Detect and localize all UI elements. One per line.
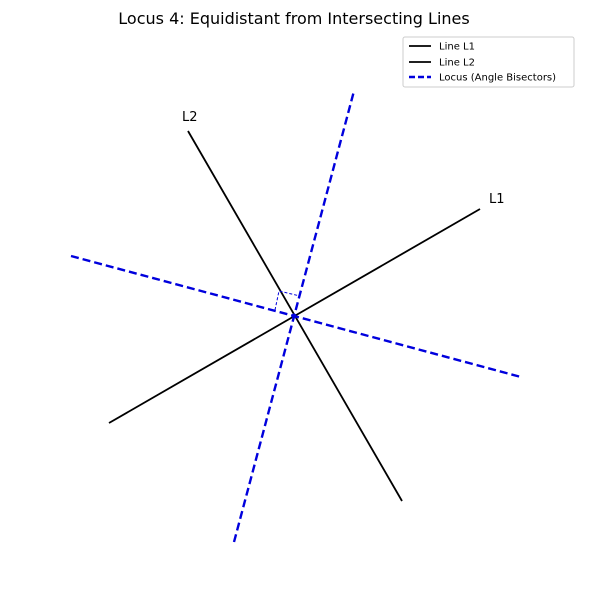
legend <box>403 37 574 87</box>
diagram-title: Locus 4: Equidistant from Intersecting Lines <box>118 9 470 28</box>
line-l2-label: L2 <box>182 110 198 125</box>
line-l1-label: L1 <box>489 192 505 207</box>
legend-label-locus: Locus (Angle Bisectors) <box>439 72 557 84</box>
legend-label-line-l1: Line L1 <box>439 41 475 53</box>
intersection-point <box>292 314 297 319</box>
legend-label-line-l2: Line L2 <box>439 57 475 69</box>
